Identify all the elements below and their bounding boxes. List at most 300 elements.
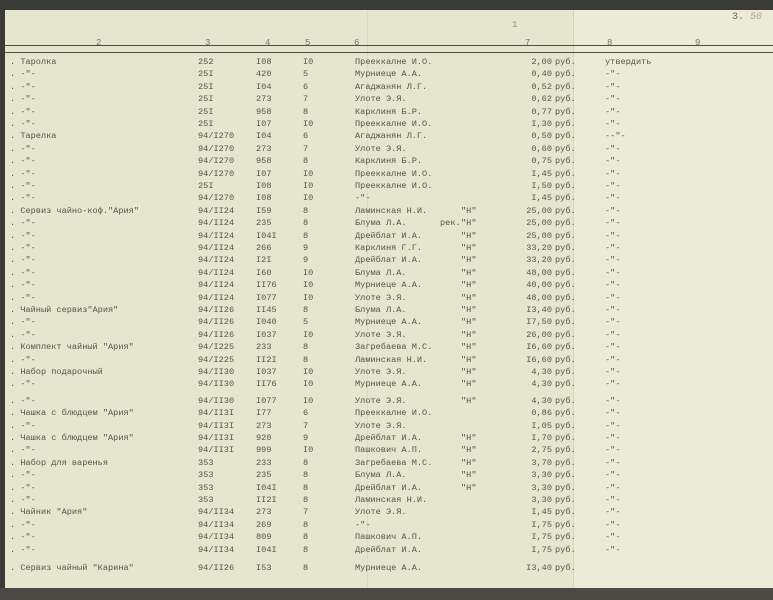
item-name: . -"- bbox=[10, 193, 36, 203]
mark-label: "Н" bbox=[461, 445, 477, 456]
group-number: I0 bbox=[303, 57, 314, 67]
author-name: Улоте Э.Я. bbox=[355, 94, 407, 105]
model-number: I04I bbox=[256, 230, 277, 241]
currency: руб. bbox=[555, 445, 576, 456]
column-number: 9 bbox=[695, 38, 701, 48]
price: 0,77 bbox=[531, 106, 552, 117]
price: I,50 bbox=[531, 181, 552, 191]
model-number: I037 bbox=[256, 367, 277, 377]
author-name: Дрейблат И.А. bbox=[355, 230, 423, 241]
mark-label: "Н" bbox=[461, 255, 477, 266]
mark-label: "Н" bbox=[461, 329, 477, 340]
author-name: Улоте Э.Я. bbox=[355, 292, 407, 303]
item-name: . Чашка с блюдцем "Ария" bbox=[10, 408, 134, 418]
table-row bbox=[0, 181, 768, 193]
price: I,05 bbox=[531, 420, 552, 431]
article-number: 94/II3I bbox=[198, 408, 235, 419]
item-name: . -"- bbox=[10, 483, 36, 493]
author-name: Мурниеце А.А. bbox=[355, 563, 423, 573]
price: I3,40 bbox=[526, 563, 552, 573]
group-number: I0 bbox=[303, 292, 314, 303]
author-name: Карклиня Г.Г. bbox=[355, 243, 423, 253]
mark-label: "Н" bbox=[461, 280, 477, 291]
model-number: 958 bbox=[256, 156, 272, 167]
author-name: Ламинская Н.И. bbox=[355, 495, 428, 505]
article-number: 94/II26 bbox=[198, 329, 235, 340]
model-number: I53 bbox=[256, 563, 272, 573]
article-number: 353 bbox=[198, 482, 214, 493]
currency: руб. bbox=[555, 379, 576, 390]
price: I,45 bbox=[531, 193, 552, 204]
scan-bottom-edge bbox=[0, 588, 773, 600]
item-name: . -"- bbox=[10, 107, 36, 117]
decision: --"- bbox=[605, 131, 626, 142]
price: 4,30 bbox=[531, 367, 552, 377]
article-number: 94/II30 bbox=[198, 367, 235, 377]
group-number: 9 bbox=[303, 255, 309, 266]
model-number: I07 bbox=[256, 168, 272, 179]
decision: -"- bbox=[605, 205, 621, 216]
currency: руб. bbox=[555, 395, 576, 406]
article-number: 94/II26 bbox=[198, 563, 235, 573]
decision: -"- bbox=[605, 168, 621, 179]
item-name: . Набор подарочный bbox=[10, 367, 103, 377]
author-name: Блума Л.А. bbox=[355, 305, 407, 315]
currency: руб. bbox=[555, 317, 576, 328]
item-name: . -"- bbox=[10, 470, 36, 480]
decision: -"- bbox=[605, 305, 621, 315]
article-number: 94/II30 bbox=[198, 379, 235, 390]
table-row bbox=[0, 421, 768, 433]
model-number: I04 bbox=[256, 81, 272, 92]
currency: руб. bbox=[555, 81, 576, 92]
decision: -"- bbox=[605, 243, 621, 253]
table-row bbox=[0, 119, 768, 131]
model-number: I04 bbox=[256, 131, 272, 142]
item-name: . -"- bbox=[10, 82, 36, 92]
table-row bbox=[0, 445, 768, 457]
currency: руб. bbox=[555, 433, 576, 443]
item-name: . -"- bbox=[10, 69, 36, 79]
price: 48,00 bbox=[526, 267, 552, 278]
table-row bbox=[0, 495, 768, 507]
article-number: 94/II26 bbox=[198, 305, 235, 315]
column-number: 6 bbox=[354, 38, 360, 48]
item-name: . -"- bbox=[10, 119, 36, 129]
item-name: . -"- bbox=[10, 445, 36, 455]
model-number: I08 bbox=[256, 193, 272, 204]
article-number: 25I bbox=[198, 81, 214, 92]
price: I,75 bbox=[531, 532, 552, 543]
table-row bbox=[0, 156, 768, 168]
table-row bbox=[0, 470, 768, 482]
item-name: . -"- bbox=[10, 317, 36, 327]
column-number: 7 bbox=[525, 38, 531, 48]
group-number: 8 bbox=[303, 305, 309, 315]
article-number: 94/II24 bbox=[198, 267, 235, 278]
column-number: 3 bbox=[205, 38, 211, 48]
currency: руб. bbox=[555, 156, 576, 167]
item-name: . -"- bbox=[10, 268, 36, 278]
model-number: I077 bbox=[256, 292, 277, 303]
currency: руб. bbox=[555, 193, 576, 204]
top-mark: 1 bbox=[512, 20, 518, 30]
currency: руб. bbox=[555, 342, 576, 353]
mark-label: "Н" bbox=[461, 379, 477, 390]
author-name: Карклиня Б.Р. bbox=[355, 156, 423, 167]
table-row bbox=[0, 57, 768, 69]
price: 0,60 bbox=[531, 143, 552, 154]
group-number: 6 bbox=[303, 81, 309, 92]
group-number: I0 bbox=[303, 168, 314, 179]
currency: руб. bbox=[555, 292, 576, 303]
article-number: 94/II3I bbox=[198, 433, 235, 443]
model-number: II2I bbox=[256, 495, 277, 505]
decision: -"- bbox=[605, 519, 621, 530]
model-number: I77 bbox=[256, 408, 272, 419]
author-name: Прееккалне И.О. bbox=[355, 408, 433, 419]
model-number: I60 bbox=[256, 267, 272, 278]
price: I,70 bbox=[531, 433, 552, 443]
article-number: 94/II24 bbox=[198, 230, 235, 241]
table-row bbox=[0, 483, 768, 495]
article-number: 94/II34 bbox=[198, 519, 235, 530]
currency: руб. bbox=[555, 329, 576, 340]
table-row bbox=[0, 458, 768, 470]
model-number: 233 bbox=[256, 457, 272, 468]
currency: руб. bbox=[555, 181, 576, 191]
author-name: Мурниеце А.А. bbox=[355, 280, 423, 291]
author-name: Прееккалне И.О. bbox=[355, 168, 433, 179]
author-name: Улоте Э.Я. bbox=[355, 507, 407, 518]
currency: руб. bbox=[555, 143, 576, 154]
item-name: . -"- bbox=[10, 293, 36, 303]
item-name: . Набор для варенья bbox=[10, 458, 108, 468]
price: 3,70 bbox=[531, 457, 552, 468]
group-number: 8 bbox=[303, 482, 309, 493]
table-row bbox=[0, 206, 768, 218]
group-number: I0 bbox=[303, 367, 314, 377]
group-number: 5 bbox=[303, 69, 309, 80]
price: I6,60 bbox=[526, 342, 552, 353]
mark-label: "Н" bbox=[461, 482, 477, 493]
mark-label: "Н" bbox=[461, 395, 477, 406]
price: 2,00 bbox=[531, 57, 552, 67]
model-number: I2I bbox=[256, 255, 272, 266]
model-number: 420 bbox=[256, 69, 272, 80]
article-number: 94/I270 bbox=[198, 156, 235, 167]
group-number: 8 bbox=[303, 470, 309, 481]
price: 0,75 bbox=[531, 156, 552, 167]
model-number: I037 bbox=[256, 329, 277, 340]
decision: -"- bbox=[605, 367, 621, 377]
currency: руб. bbox=[555, 230, 576, 241]
author-name: Дрейблат И.А. bbox=[355, 544, 423, 555]
article-number: 94/I225 bbox=[198, 342, 235, 353]
currency: руб. bbox=[555, 280, 576, 291]
currency: руб. bbox=[555, 563, 576, 573]
author-name: Пашкович А.П. bbox=[355, 532, 423, 543]
decision: -"- bbox=[605, 532, 621, 543]
price: 3,30 bbox=[531, 495, 552, 505]
table-row bbox=[0, 342, 768, 354]
mark-label: "Н" bbox=[461, 354, 477, 365]
item-name: . -"- bbox=[10, 495, 36, 505]
table-row bbox=[0, 231, 768, 243]
model-number: I04I bbox=[256, 482, 277, 493]
group-number: 8 bbox=[303, 532, 309, 543]
model-number: II76 bbox=[256, 379, 277, 390]
author-name: Дрейблат И.А. bbox=[355, 482, 423, 493]
group-number: 7 bbox=[303, 94, 309, 105]
table-row bbox=[0, 193, 768, 205]
currency: руб. bbox=[555, 354, 576, 365]
article-number: 94/II3I bbox=[198, 445, 235, 456]
model-number: I59 bbox=[256, 205, 272, 216]
group-number: 8 bbox=[303, 495, 309, 505]
currency: руб. bbox=[555, 519, 576, 530]
item-name: . -"- bbox=[10, 421, 36, 431]
table-row bbox=[0, 532, 768, 544]
author-name: Прееккалне И.О. bbox=[355, 57, 433, 67]
group-number: I0 bbox=[303, 267, 314, 278]
item-name: . Комплект чайный "Ария" bbox=[10, 342, 134, 352]
group-number: 6 bbox=[303, 408, 309, 419]
decision: -"- bbox=[605, 143, 621, 154]
author-name: Блума Л.А. bbox=[355, 218, 407, 229]
article-number: 353 bbox=[198, 470, 214, 481]
group-number: 6 bbox=[303, 131, 309, 142]
model-number: I077 bbox=[256, 395, 277, 406]
table-row bbox=[0, 169, 768, 181]
sheet-number bbox=[732, 12, 762, 23]
model-number: I04I bbox=[256, 544, 277, 555]
table-row bbox=[0, 317, 768, 329]
author-name: Дрейблат И.А. bbox=[355, 255, 423, 266]
decision: -"- bbox=[605, 156, 621, 167]
author-name: Дрейблат И.А. bbox=[355, 433, 423, 443]
mark-label: "Н" bbox=[461, 205, 477, 216]
table-row bbox=[0, 131, 768, 143]
group-number: 5 bbox=[303, 317, 309, 328]
article-number: 353 bbox=[198, 495, 214, 505]
mark-label: "Н" bbox=[461, 243, 477, 253]
article-number: 25I bbox=[198, 69, 214, 80]
group-number: I0 bbox=[303, 445, 314, 456]
decision: -"- bbox=[605, 395, 621, 406]
table-row bbox=[0, 408, 768, 420]
author-name: Улоте Э.Я. bbox=[355, 329, 407, 340]
price: 4,30 bbox=[531, 379, 552, 390]
group-number: 8 bbox=[303, 563, 309, 573]
item-name: . Тарелка bbox=[10, 131, 56, 141]
item-name: . -"- bbox=[10, 243, 36, 253]
model-number: 809 bbox=[256, 532, 272, 543]
article-number: 94/I270 bbox=[198, 193, 235, 204]
model-number: 235 bbox=[256, 218, 272, 229]
table-row bbox=[0, 330, 768, 342]
author-name: Блума Л.А. bbox=[355, 470, 407, 481]
author-name: Улоте Э.Я. bbox=[355, 367, 407, 377]
table-row bbox=[0, 563, 768, 575]
author-name: Мурниеце А.А. bbox=[355, 379, 423, 390]
table-row bbox=[0, 293, 768, 305]
decision: -"- bbox=[605, 408, 621, 419]
currency: руб. bbox=[555, 255, 576, 266]
price: I,75 bbox=[531, 544, 552, 555]
recommendation: рек. bbox=[440, 218, 461, 229]
decision: утвердить bbox=[605, 57, 652, 67]
article-number: 25I bbox=[198, 94, 214, 105]
currency: руб. bbox=[555, 94, 576, 105]
currency: руб. bbox=[555, 507, 576, 518]
item-name: . Сервиз чайный "Карина" bbox=[10, 563, 134, 573]
item-name: . -"- bbox=[10, 545, 36, 555]
mark-label: "Н" bbox=[461, 367, 477, 377]
group-number: 8 bbox=[303, 354, 309, 365]
model-number: II2I bbox=[256, 354, 277, 365]
price: 3,30 bbox=[531, 482, 552, 493]
table-row bbox=[0, 433, 768, 445]
currency: руб. bbox=[555, 267, 576, 278]
item-name: . -"- bbox=[10, 181, 36, 191]
decision: -"- bbox=[605, 433, 621, 443]
header-rule-top bbox=[5, 45, 773, 46]
sheet-number-typed: 3. bbox=[732, 12, 745, 23]
group-number: 8 bbox=[303, 156, 309, 167]
item-name: . -"- bbox=[10, 218, 36, 228]
author-name: Прееккалне И.О. bbox=[355, 181, 433, 191]
price: 40,00 bbox=[526, 280, 552, 291]
article-number: 353 bbox=[198, 457, 214, 468]
author-name: Прееккалне И.О. bbox=[355, 119, 433, 129]
author-name: Блума Л.А. bbox=[355, 267, 407, 278]
price: 33,20 bbox=[526, 243, 552, 253]
table-row bbox=[0, 545, 768, 557]
author-name: Загребаева М.С. bbox=[355, 342, 433, 353]
item-name: . Чайный сервиз"Ария" bbox=[10, 305, 118, 315]
model-number: I07 bbox=[256, 119, 272, 129]
group-number: I0 bbox=[303, 181, 314, 191]
price: I,45 bbox=[531, 507, 552, 518]
author-name: -"- bbox=[355, 519, 371, 530]
table-row bbox=[0, 520, 768, 532]
article-number: 94/I270 bbox=[198, 168, 235, 179]
decision: -"- bbox=[605, 329, 621, 340]
currency: руб. bbox=[555, 119, 576, 129]
price: I,30 bbox=[531, 119, 552, 129]
decision: -"- bbox=[605, 193, 621, 204]
author-name: Ламинская Н.И. bbox=[355, 205, 428, 216]
table-row bbox=[0, 367, 768, 379]
price: 3,30 bbox=[531, 470, 552, 481]
decision: -"- bbox=[605, 181, 621, 191]
author-name: Пашкович А.П. bbox=[355, 445, 423, 456]
model-number: 273 bbox=[256, 420, 272, 431]
article-number: 94/II24 bbox=[198, 255, 235, 266]
mark-label: "Н" bbox=[461, 342, 477, 353]
decision: -"- bbox=[605, 507, 621, 518]
item-name: . Таролка bbox=[10, 57, 56, 67]
item-name: . -"- bbox=[10, 532, 36, 542]
price: I6,60 bbox=[526, 354, 552, 365]
column-number: 2 bbox=[96, 38, 102, 48]
currency: руб. bbox=[555, 470, 576, 481]
currency: руб. bbox=[555, 57, 576, 67]
group-number: I0 bbox=[303, 395, 314, 406]
decision: -"- bbox=[605, 379, 621, 390]
model-number: 235 bbox=[256, 470, 272, 481]
item-name: . Чайник "Ария" bbox=[10, 507, 87, 517]
currency: руб. bbox=[555, 106, 576, 117]
currency: руб. bbox=[555, 367, 576, 377]
table-row bbox=[0, 355, 768, 367]
article-number: 252 bbox=[198, 57, 214, 67]
mark-label: "Н" bbox=[461, 218, 477, 229]
price: I,75 bbox=[531, 519, 552, 530]
model-number: II76 bbox=[256, 280, 277, 291]
item-name: . -"- bbox=[10, 144, 36, 154]
author-name: Карклиня Б.Р. bbox=[355, 106, 423, 117]
sheet-number-handwritten: 50 bbox=[750, 12, 763, 23]
table-row bbox=[0, 144, 768, 156]
author-name: Агаджанян Л.Г. bbox=[355, 131, 428, 142]
mark-label: "Н" bbox=[461, 305, 477, 315]
group-number: 7 bbox=[303, 507, 309, 518]
price: I7,50 bbox=[526, 317, 552, 328]
decision: -"- bbox=[605, 267, 621, 278]
decision: -"- bbox=[605, 457, 621, 468]
price: 2,75 bbox=[531, 445, 552, 456]
model-number: I08 bbox=[256, 57, 272, 67]
article-number: 94/II34 bbox=[198, 507, 235, 518]
article-number: 94/II24 bbox=[198, 205, 235, 216]
item-name: . -"- bbox=[10, 169, 36, 179]
mark-label: "Н" bbox=[461, 457, 477, 468]
item-name: . -"- bbox=[10, 280, 36, 290]
table-row bbox=[0, 396, 768, 408]
item-name: . Сервиз чайно-коф."Ария" bbox=[10, 206, 139, 216]
column-number: 8 bbox=[607, 38, 613, 48]
table-row bbox=[0, 243, 768, 255]
group-number: I0 bbox=[303, 193, 314, 204]
article-number: 94/I270 bbox=[198, 131, 235, 142]
currency: руб. bbox=[555, 408, 576, 419]
currency: руб. bbox=[555, 168, 576, 179]
price: 0,52 bbox=[531, 81, 552, 92]
model-number: 273 bbox=[256, 94, 272, 105]
table-row bbox=[0, 218, 768, 230]
table-row bbox=[0, 379, 768, 391]
price: 25,00 bbox=[526, 218, 552, 229]
model-number: 920 bbox=[256, 433, 272, 443]
group-number: 9 bbox=[303, 243, 309, 253]
author-name: Мурниеце А.А. bbox=[355, 69, 423, 80]
currency: руб. bbox=[555, 205, 576, 216]
mark-label: "Н" bbox=[461, 433, 477, 443]
author-name: Улоте Э.Я. bbox=[355, 420, 407, 431]
item-name: . -"- bbox=[10, 156, 36, 166]
decision: -"- bbox=[605, 470, 621, 481]
article-number: 25I bbox=[198, 106, 214, 117]
column-number: 5 bbox=[305, 38, 311, 48]
currency: руб. bbox=[555, 131, 576, 142]
group-number: I0 bbox=[303, 280, 314, 291]
table-row bbox=[0, 268, 768, 280]
mark-label: "Н" bbox=[461, 470, 477, 481]
currency: руб. bbox=[555, 495, 576, 505]
decision: -"- bbox=[605, 81, 621, 92]
